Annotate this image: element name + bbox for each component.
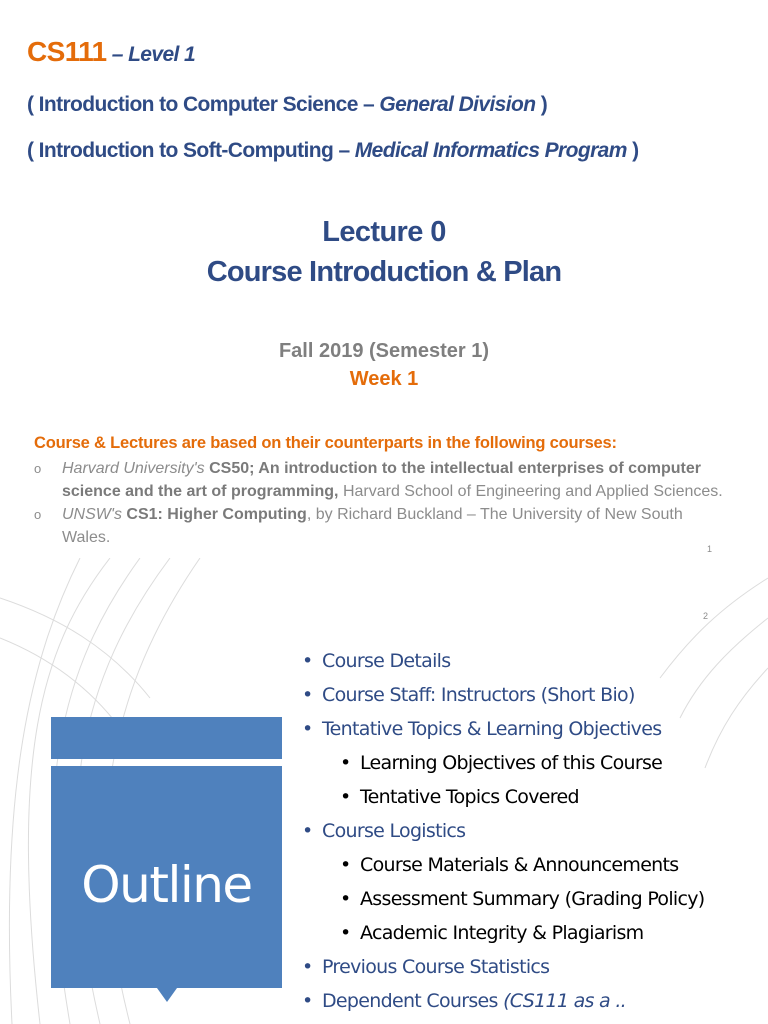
outline-item-dependent-courses: • Dependent Courses (CS111 as a .. [300,986,768,1020]
bullet-icon: • [340,888,351,910]
course-level: – Level 1 [106,43,196,66]
bullet-icon: • [340,786,351,808]
reference-item-harvard: o Harvard University's CS50; An introduction to the intellectual enterprises of computer science and the art of programming, Harvard School of Engineering and Applied Sciences. [34,457,734,503]
outline-subitem-learning-objectives: • Learning Objectives of this Course [300,748,768,782]
outline-list [300,646,768,1020]
program-subtitle-general: ( Introduction to Computer Science – General Division ) [27,93,548,116]
outline-item-course-staff: • Course Staff: Instructors (Short Bio) [300,680,768,714]
outline-title: Outline [81,856,252,914]
bullet-icon: • [302,684,313,706]
slide-2-page-number: 2 [703,611,709,621]
outline-subitem-materials: • Course Materials & Announcements [300,850,768,884]
outline-item-course-details: • Course Details [300,646,768,680]
reference-item-unsw: o UNSW's CS1: Higher Computing, by Richard Buckland – The University of New South Wales. [34,503,734,549]
outline-subitem-integrity: • Academic Integrity & Plagiarism [300,918,768,952]
bullet-icon: • [340,854,351,876]
week-label: Week 1 [349,368,419,390]
bullet-icon: • [340,752,351,774]
term-label: Fall 2019 (Semester 1) [278,340,490,362]
outline-box-pointer [157,988,177,1002]
slide-1-page-number: 1 [707,544,713,554]
course-code: CS111 [27,36,107,67]
based-on-heading: Course & Lectures are based on their counterparts in the following courses: [34,434,617,452]
lecture-title: Course Introduction & Plan [206,256,562,288]
course-heading [27,36,195,68]
bullet-icon: • [340,922,351,944]
bullet-icon: • [302,650,313,672]
outline-item-topics-objectives: • Tentative Topics & Learning Objectives [300,714,768,748]
lecture-number: Lecture 0 [322,216,446,248]
circle-bullet-icon: o [34,507,42,522]
circle-bullet-icon: o [34,461,42,476]
bullet-icon: • [302,956,313,978]
outline-header-bar [51,717,282,759]
program-subtitle-medical: ( Introduction to Soft-Computing – Medical Informatics Program ) [27,139,639,162]
bullet-icon: • [302,820,313,842]
bullet-icon: • [302,718,313,740]
outline-subitem-assessment: • Assessment Summary (Grading Policy) [300,884,768,918]
outline-item-statistics: • Previous Course Statistics [300,952,768,986]
outline-item-course-logistics: • Course Logistics [300,816,768,850]
reference-list [34,457,734,549]
outline-subitem-topics-covered: • Tentative Topics Covered [300,782,768,816]
bullet-icon: • [302,990,313,1012]
